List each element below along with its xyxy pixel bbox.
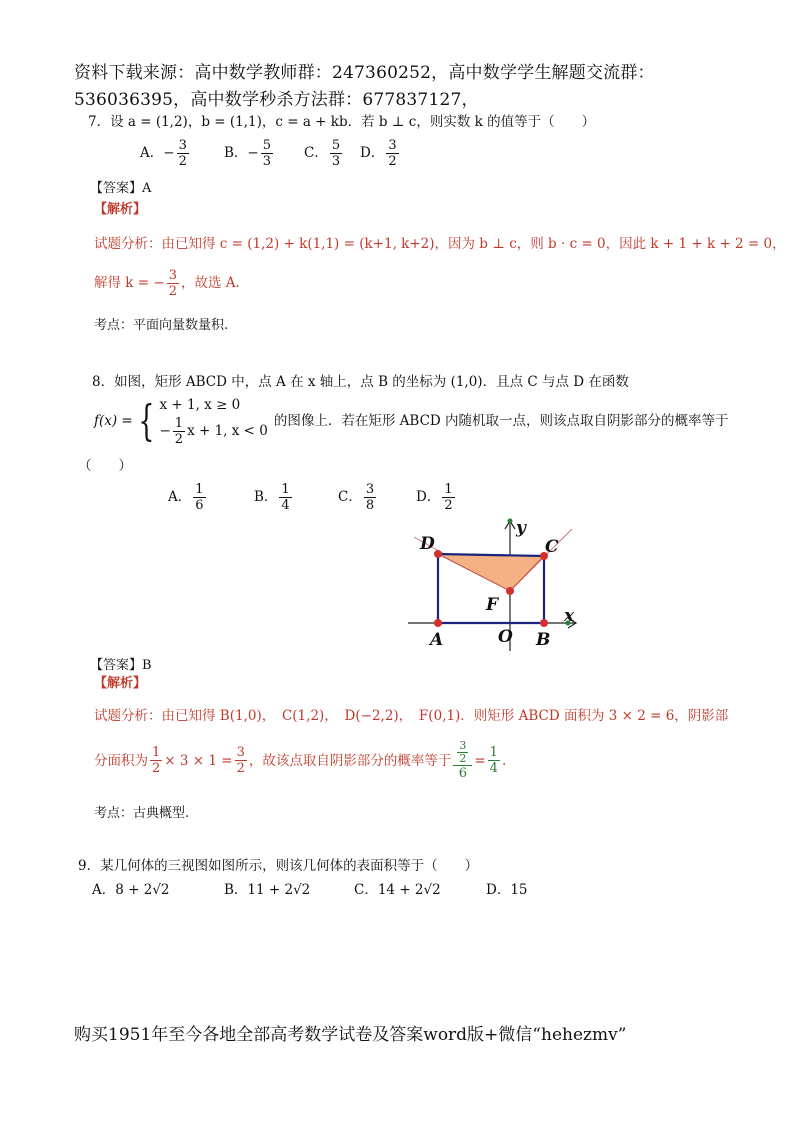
- q9-option-b-label: B．: [224, 882, 248, 898]
- q8-case-2-fraction: [173, 416, 185, 447]
- fraction-denominator: 6: [195, 498, 204, 513]
- q7-option-d-label: D．: [360, 145, 385, 161]
- q9-stem: 9．某几何体的三视图如图所示，则该几何体的表面积等于（ ）: [78, 858, 479, 874]
- q9-option-a-label: A．: [92, 882, 116, 898]
- q8-option-b-label: B．: [254, 489, 278, 505]
- shaded-triangle: [438, 554, 544, 591]
- q8-case-1: x + 1, x ≥ 0: [159, 397, 241, 413]
- q8-option-d-label: D．: [416, 489, 441, 505]
- q7-answer: 【答案】A: [90, 181, 152, 196]
- q8-kaodian: 考点：古典概型.: [94, 806, 190, 821]
- header-line-1: 资料下载来源：高中数学教师群：247360252，高中数学学生解题交流群：: [74, 63, 655, 83]
- y-axis-end-point: [508, 519, 513, 524]
- q8-stem-line-1: 8．如图，矩形 ABCD 中，点 A 在 x 轴上，点 B 的坐标为 (1,0)．且点 C 与点 D 在函数: [92, 374, 629, 390]
- fraction-denominator: 2: [236, 761, 245, 776]
- q8-case-2-rest: x + 1, x < 0: [187, 423, 268, 439]
- q8-analysis-line-1: 试题分析：由已知得 B(1,0)， C(1,2)， D(−2,2)， F(0,1)．则矩形 ABCD 面积为 3 × 2 = 6，阴影部: [94, 708, 729, 724]
- fraction-denominator: 4: [281, 498, 290, 513]
- q8-analysis-2e: .: [501, 752, 507, 769]
- q8-option-a-fraction: [193, 482, 205, 513]
- q8-brace-icon: {: [138, 395, 155, 445]
- q8-stem-line-3: （ ）: [78, 458, 132, 474]
- fraction-denominator: 3: [331, 154, 341, 169]
- point-a: [434, 619, 442, 627]
- q7-option-d: [360, 138, 401, 169]
- compound-numerator: [453, 740, 472, 766]
- fraction-denominator: 3: [262, 154, 272, 169]
- point-b: [540, 619, 548, 627]
- label-c: C: [545, 537, 559, 557]
- q7-analysis-2b: ，故选 A.: [180, 275, 240, 291]
- fraction-numerator: 3: [236, 745, 245, 760]
- q8-analysis-2d: =: [474, 752, 486, 769]
- q7-analysis-line-2: [94, 268, 240, 299]
- q9-option-b-text: 11 + 2√2: [247, 882, 311, 898]
- q8-rectangle-figure: [400, 515, 590, 655]
- fraction-numerator: 3: [459, 739, 467, 752]
- fraction-denominator: 2: [168, 284, 177, 299]
- q7-option-c: [304, 138, 344, 169]
- q8-analysis-line-2: [94, 740, 506, 781]
- fraction-numerator: 5: [331, 138, 341, 153]
- fraction-denominator: 2: [178, 154, 187, 169]
- q7-kaodian: 考点：平面向量数量积.: [94, 318, 229, 333]
- source-header: [74, 60, 734, 114]
- q8-option-c-label: C．: [338, 489, 362, 505]
- q8-option-d-fraction: [442, 482, 454, 513]
- q7-option-a-fraction: [177, 138, 189, 169]
- q9-option-c: [354, 878, 441, 898]
- fraction-denominator: 2: [444, 498, 453, 513]
- q9-option-d: [486, 878, 528, 898]
- fraction-denominator: 2: [388, 154, 397, 169]
- q8-option-a: [168, 482, 208, 513]
- q8-jiexi-heading: 【解析】: [94, 676, 147, 691]
- q7-jiexi-heading: 【解析】: [94, 202, 147, 217]
- q7-option-b-fraction: [261, 138, 273, 169]
- q9-option-d-label: D．: [486, 882, 511, 898]
- fraction-numerator: 1: [174, 416, 184, 431]
- purchase-footer: 购买1951年至今各地全部高考数学试卷及答案word版+微信“hehezmv”: [74, 1025, 627, 1045]
- q7-option-c-fraction: [330, 138, 342, 169]
- label-b: B: [536, 630, 551, 650]
- q8-analysis-2a: 分面积为: [94, 752, 148, 769]
- point-f: [506, 587, 514, 595]
- q8-analysis-fraction-2: [235, 745, 247, 776]
- fraction-numerator: 1: [195, 482, 204, 497]
- q8-answer: 【答案】B: [90, 658, 152, 673]
- q8-case-2-sign: −: [159, 423, 171, 439]
- fraction-numerator: 5: [262, 138, 272, 153]
- q7-analysis-fraction: [167, 268, 179, 299]
- q8-option-b: [254, 482, 294, 513]
- fraction-numerator: 3: [178, 138, 187, 153]
- q8-option-c: [338, 482, 378, 513]
- point-d: [434, 550, 442, 558]
- fraction-denominator: 2: [459, 752, 467, 765]
- label-f: F: [486, 595, 499, 615]
- fraction-numerator: 1: [444, 482, 453, 497]
- q8-fx-label: f(x) =: [94, 412, 133, 429]
- q7-stem: 7．设 a = (1,2)，b = (1,1)，c = a + kb．若 b ⊥ c，则实数 k 的值等于（ ）: [88, 114, 596, 130]
- q8-cases: [159, 394, 267, 447]
- q7-analysis-2a: 解得 k = −: [94, 275, 165, 291]
- q7-option-c-label: C．: [304, 145, 328, 161]
- q7-option-b: [224, 138, 275, 169]
- q8-option-c-fraction: [364, 482, 376, 513]
- q8-analysis-compound-fraction: [453, 740, 472, 781]
- fraction-denominator: 2: [152, 761, 161, 776]
- fraction-denominator: 2: [174, 432, 184, 447]
- q8-option-d: [416, 482, 457, 513]
- compound-denominator: 6: [458, 766, 467, 781]
- fraction-numerator: 1: [152, 745, 161, 760]
- q8-stem-line-2: 的图像上．若在矩形 ABCD 内随机取一点，则该点取自阴影部分的概率等于: [273, 412, 729, 429]
- q8-analysis-fraction-3: [488, 745, 500, 776]
- fraction-numerator: 3: [365, 482, 375, 497]
- fraction-numerator: 3: [388, 138, 397, 153]
- q9-option-d-text: 15: [510, 882, 528, 898]
- q7-option-a-sign: −: [163, 145, 175, 161]
- q9-option-b: [224, 878, 310, 898]
- q8-analysis-2c: ，故该点取自阴影部分的概率等于: [248, 752, 452, 769]
- q7-analysis-line-1: 试题分析：由已知得 c = (1,2) + k(1,1) = (k+1, k+2)，因为 b ⊥ c，则 b · c = 0，因此 k + 1 + k + 2 = 0，: [94, 236, 786, 252]
- label-y: y: [516, 518, 526, 538]
- q9-option-c-label: C．: [354, 882, 378, 898]
- inner-fraction: [457, 740, 468, 765]
- label-d: D: [420, 534, 435, 554]
- q8-option-b-fraction: [279, 482, 291, 513]
- fraction-numerator: 1: [489, 745, 498, 760]
- q8-option-a-label: A．: [168, 489, 192, 505]
- q7-option-d-fraction: [386, 138, 398, 169]
- q7-option-a: [140, 138, 191, 169]
- fraction-numerator: 3: [168, 268, 177, 283]
- q8-analysis-fraction-1: [150, 745, 162, 776]
- label-x: x: [564, 606, 575, 626]
- fraction-denominator: 4: [489, 761, 498, 776]
- label-a: A: [430, 630, 444, 650]
- q9-option-c-text: 14 + 2√2: [377, 882, 441, 898]
- fraction-numerator: 1: [281, 482, 290, 497]
- q8-piecewise-function: [94, 394, 729, 447]
- q9-option-a-text: 8 + 2√2: [115, 882, 170, 898]
- label-o: O: [498, 627, 513, 647]
- q8-case-2: [159, 416, 267, 447]
- q7-option-b-label: B．: [224, 145, 248, 161]
- q7-option-b-sign: −: [247, 145, 259, 161]
- fraction-denominator: 8: [365, 498, 375, 513]
- q8-analysis-2b: × 3 × 1 =: [164, 752, 233, 769]
- header-line-2: 536036395，高中数学秒杀方法群：677837127，: [74, 90, 479, 110]
- q9-option-a: [92, 878, 170, 898]
- q7-option-a-label: A．: [140, 145, 164, 161]
